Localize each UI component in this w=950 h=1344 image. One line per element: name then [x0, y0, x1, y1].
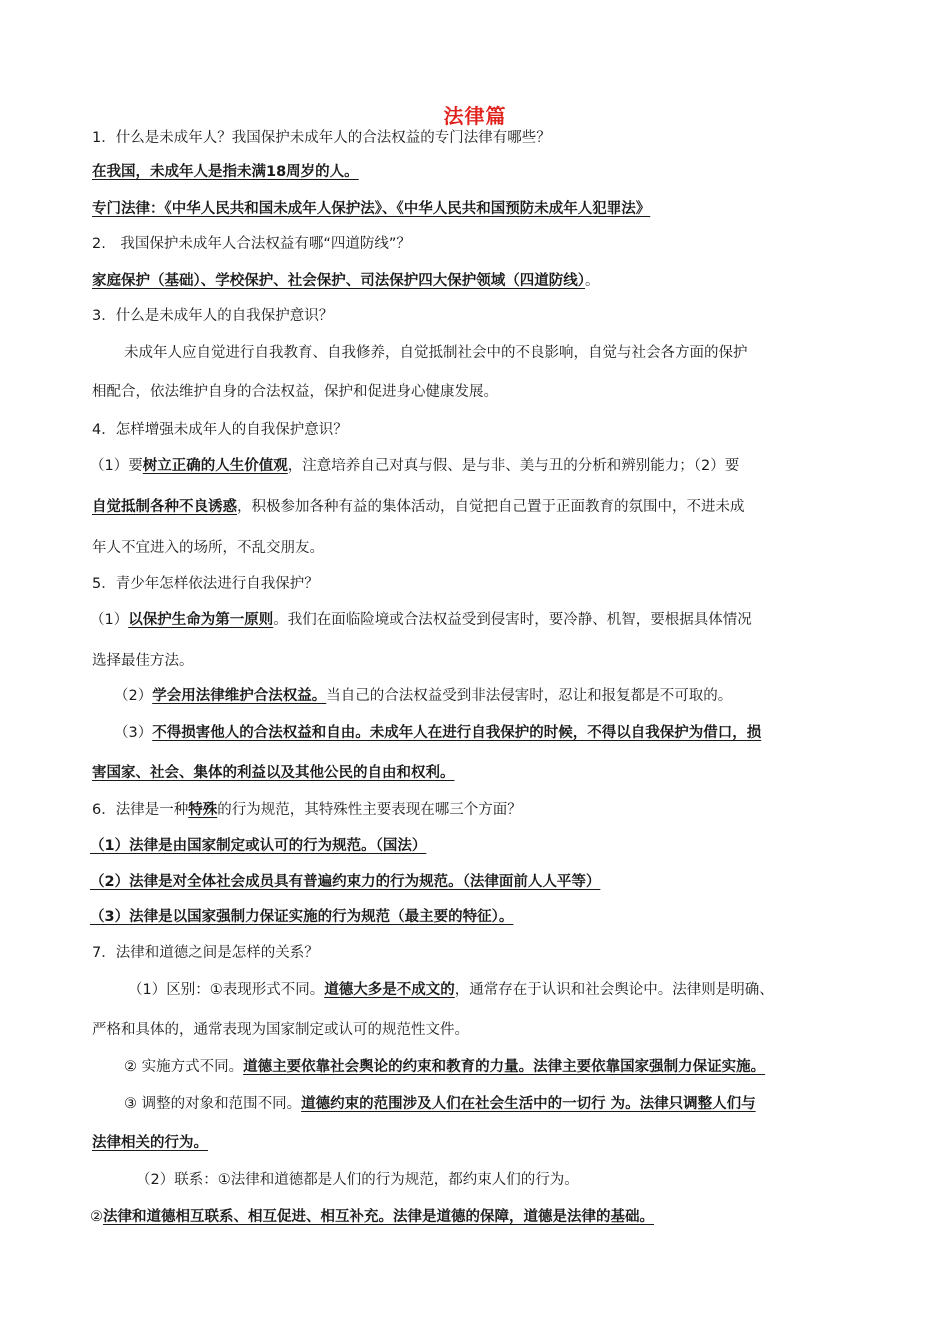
- question-6-post: 的行为规范，其特殊性主要表现在哪三个方面？: [217, 802, 522, 818]
- answer-4-line-1: [90, 456, 739, 476]
- answer-5-text-2: 当自己的合法权益受到非法侵害时，忍让和报复都是不可取的。: [326, 688, 733, 704]
- answer-7-key-4: 道德约束的范围涉及人们在社会生活中的一切行 为。法律只调整人们与: [301, 1096, 756, 1112]
- answer-7-text-1: ，通常存在于认识和社会舆论中。法律则是明确、: [454, 982, 774, 998]
- answer-5-line-3: [114, 686, 732, 706]
- question-6: [92, 800, 522, 820]
- answer-5-line-4: [114, 723, 761, 743]
- answer-5-line-5: 害国家、社会、集体的利益以及其他公民的自由和权利。: [92, 765, 455, 781]
- answer-2-end: 。: [585, 273, 600, 289]
- answer-7-line-1: [128, 980, 774, 1000]
- answer-5-key-2: 学会用法律维护合法权益。: [152, 688, 327, 704]
- answer-5-line-1: [90, 610, 752, 630]
- answer-7-prefix-4: ③ 调整的对象和范围不同。: [124, 1096, 302, 1112]
- question-3: 3．什么是未成年人的自我保护意识？: [92, 308, 334, 324]
- answer-5-prefix-3: （3）: [114, 725, 153, 741]
- answer-5-prefix-2: （2）: [114, 688, 153, 704]
- answer-3-line-1: 未成年人应自觉进行自我教育、自我修养，自觉抵制社会中的不良影响，自觉与社会各方面的保护: [124, 345, 748, 361]
- answer-5-line-2: 选择最佳方法。: [92, 653, 194, 669]
- answer-5-key-1: 以保护生命为第一原则: [128, 612, 274, 628]
- answer-2: [92, 271, 600, 291]
- question-5: 5．青少年怎样依法进行自我保护？: [92, 576, 319, 592]
- answer-4-prefix: （1）要: [90, 458, 143, 474]
- page-title: 法律篇: [443, 104, 507, 128]
- answer-4-line-3: 年人不宜进入的场所，不乱交朋友。: [92, 540, 324, 556]
- question-6-key: 特殊: [188, 802, 218, 818]
- answer-7-line-4: [124, 1094, 756, 1114]
- answer-6-item-3: （3）法律是以国家强制力保证实施的行为规范（最主要的特征）。: [90, 909, 514, 925]
- answer-7-line-6: （2）联系：①法律和道德都是人们的行为规范，都约束人们的行为。: [136, 1172, 579, 1188]
- answer-6-item-2: （2）法律是对全体社会成员具有普遍约束力的行为规范。（法律面前人人平等）: [90, 874, 601, 890]
- answer-4-line-2: [92, 497, 745, 517]
- question-7: 7．法律和道德之间是怎样的关系？: [92, 945, 319, 961]
- answer-3-line-2: 相配合，依法维护自身的合法权益，保护和促进身心健康发展。: [92, 384, 498, 400]
- answer-7-line-5: 法律相关的行为。: [92, 1135, 208, 1151]
- answer-7-prefix-7: ②: [90, 1209, 103, 1225]
- answer-7-prefix-3: ② 实施方式不同。: [124, 1059, 244, 1075]
- answer-7-key-3: 道德主要依靠社会舆论的约束和教育的力量。法律主要依靠国家强制力保证实施。: [243, 1059, 766, 1075]
- answer-7-line-3: [124, 1057, 765, 1077]
- question-6-pre: 6．法律是一种: [92, 802, 189, 818]
- answer-5-prefix-1: （1）: [90, 612, 129, 628]
- question-2: 2. 我国保护未成年人合法权益有哪“四道防线”？: [92, 236, 411, 252]
- question-1: 1．什么是未成年人？我国保护未成年人的合法权益的专门法律有哪些？: [92, 130, 551, 146]
- answer-4-text-2: ，积极参加各种有益的集体活动，自觉把自己置于正面教育的氛围中，不进未成: [237, 499, 745, 515]
- answer-1-laws: 专门法律：《中华人民共和国未成年人保护法》、《中华人民共和国预防未成年人犯罪法》: [92, 201, 651, 217]
- answer-2-key: 家庭保护（基础）、学校保护、社会保护、司法保护四大保护领域（四道防线）: [92, 273, 585, 289]
- answer-1-definition: 在我国，未成年人是指未满18周岁的人。: [92, 164, 359, 180]
- answer-7-line-7: [90, 1207, 654, 1227]
- answer-4-key-1: 树立正确的人生价值观: [142, 458, 288, 474]
- answer-7-line-2: 严格和具体的，通常表现为国家制定或认可的规范性文件。: [92, 1022, 469, 1038]
- answer-5-text-1: 。我们在面临险境或合法权益受到侵害时，要冷静、机智，要根据具体情况: [273, 612, 752, 628]
- answer-6-item-1: （1）法律是由国家制定或认可的行为规范。（国法）: [90, 838, 427, 854]
- question-4: 4．怎样增强未成年人的自我保护意识？: [92, 422, 348, 438]
- answer-4-key-2: 自觉抵制各种不良诱惑: [92, 499, 237, 515]
- answer-7-prefix-1: （1）区别：①表现形式不同。: [128, 982, 325, 998]
- answer-5-key-3: 不得损害他人的合法权益和自由。未成年人在进行自我保护的时候，不得以自我保护为借口，损: [152, 725, 762, 741]
- answer-4-text-1: ，注意培养自己对真与假、是与非、美与丑的分析和辨别能力；（2）要: [287, 458, 740, 474]
- answer-7-key-7: 法律和道德相互联系、相互促进、相互补充。法律是道德的保障，道德是法律的基础。: [103, 1209, 654, 1225]
- answer-7-key-1: 道德大多是不成文的: [324, 982, 455, 998]
